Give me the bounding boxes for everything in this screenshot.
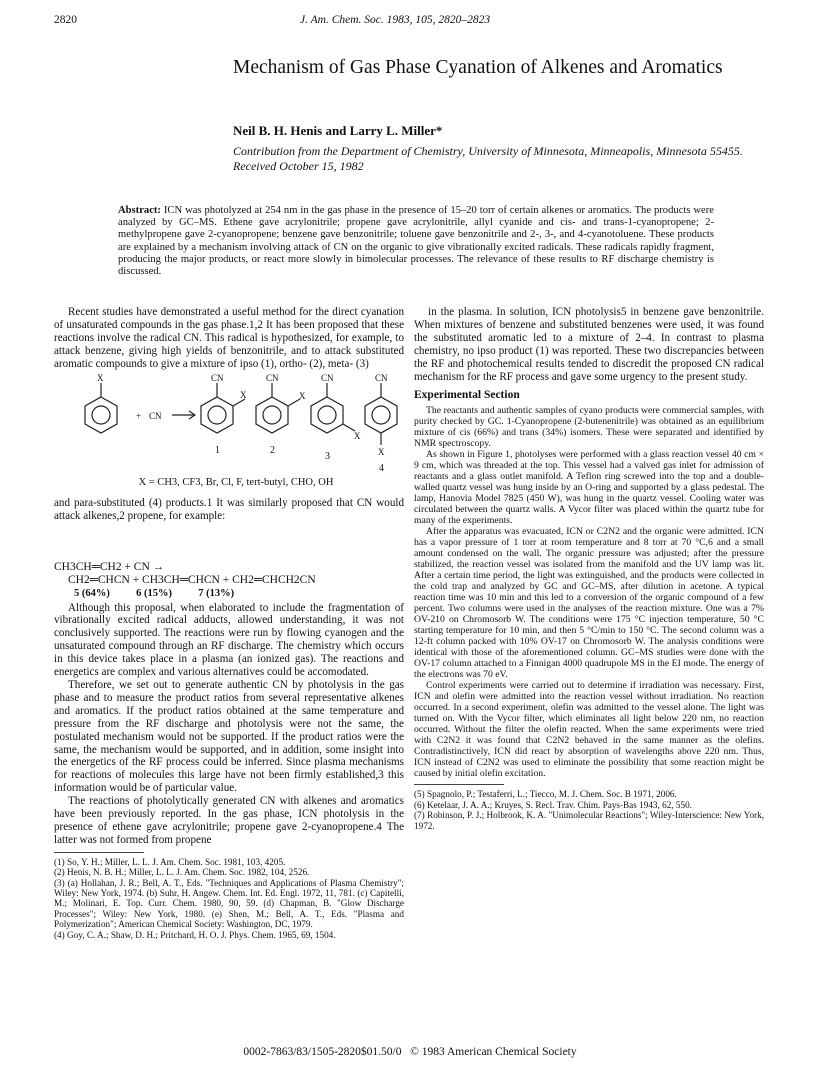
footnote-item: (7) Robinson, P. J.; Holbrook, K. A. "Unimolecular Reactions"; Wiley-Interscience: New York, 1972.	[414, 810, 764, 831]
intro-paragraph-5: The reactions of photolytically generated CN with alkenes and aromatics have been previously reported. In the gas phase, ICN photolysis in the presence of ethene gave acrylonitrile; propene gave 2-cyanopropene.4 The latter was not formed from propene	[54, 795, 404, 846]
scheme-label-x-3: X	[354, 430, 361, 441]
compound-number-2: 2	[270, 444, 275, 456]
footnote-rule	[54, 852, 144, 853]
footnote-item: (5) Spagnolo, P.; Testaferri, L.; Tiecco, M. J. Chem. Soc. B 1971, 2006.	[414, 789, 677, 800]
reaction-scheme	[54, 373, 404, 559]
scheme-label-x-4: X	[378, 446, 385, 457]
intro-paragraph-2: and para-substituted (4) products.1 It was similarly proposed that CN would attack alkenes,2 propene, for example:	[54, 496, 404, 522]
experimental-paragraph-4: Control experiments were carried out to determine if irradiation was necessary. First, ICN and olefin were admitted into the reaction vessel without irradiation. No reaction occurred. In a second experiment, olefin was admitted to the vessel alone. The light was turned on. With the Vycor filter, which eliminates all light below 220 nm, no reaction occurred. Without the filter the olefin reacted. When the same experiments were tried with C2N2 it was found that C2N2 behaved in the same manner as the olefins. Contradistinctively, ICN did react by absorption of wavelengths above 220 nm. Thus, ICN instead of C2N2 was used to eliminate the possibility that some reaction might be caused by initial olefin excitation.	[414, 680, 764, 780]
footnote-item: (2) Henis, N. B. H.; Miller, L. L. J. Am. Chem. Soc. 1982, 104, 2526.	[54, 867, 310, 878]
reaction-scheme-drawing	[54, 373, 404, 559]
footnote-item: (6) Ketelaar, J. A. A.; Kruyes, S. Recl. Trav. Chim. Pays-Bas 1943, 62, 550.	[414, 799, 692, 810]
abstract-text: ICN was photolyzed at 254 nm in the gas phase in the presence of 15–20 torr of certain alkenes or aromatics. The products were analyzed by GC–MS. Ethene gave acrylonitrile; propene gave acrylonitrile, allyl cyanide and cis- and trans-1-cyanopropene; 2-methylpropene gave 2-cyanopropene; benzene gave benzonitrile; toluene gave benzonitrile and 2-, 3-, and 4-cyanotoluene. These products are explained by a mechanism involving attack of CN on the organic to give vibrationally excited radicals. These radicals rapidly fragment, producing the major products, or react more slowly in bimolecular processes. The relevance of these results to RF discharge chemistry is discussed.	[118, 205, 714, 278]
benzene-ring-product-1	[201, 397, 233, 433]
article-affiliation: Contribution from the Department of Chemistry, University of Minnesota, Minneapolis, Minnesota 55455. Received October 15, 1982	[233, 144, 743, 173]
scheme-label-x-reactant: X	[97, 372, 104, 383]
compound-number-3: 3	[325, 450, 330, 462]
section-heading-experimental: Experimental Section	[414, 389, 520, 402]
propene-equation	[54, 561, 404, 600]
article-title: Mechanism of Gas Phase Cyanation of Alkenes and Aromatics	[233, 57, 723, 78]
benzene-ring-product-4	[365, 397, 397, 433]
left-column	[54, 306, 404, 940]
scheme-label-x-2: X	[299, 390, 306, 401]
abstract	[118, 205, 714, 278]
footnote-rule	[414, 784, 504, 785]
scheme-label-cn-2: CN	[266, 372, 279, 383]
equation-line-2: CH2═CHCN + CH3CH═CHCN + CH2═CHCH2CN	[68, 573, 316, 586]
footnote-item: (4) Goy, C. A.; Shaw, D. H.; Pritchard, H. O. J. Phys. Chem. 1965, 69, 1504.	[54, 929, 336, 940]
intro-paragraph-3: Although this proposal, when elaborated to include the fragmentation of vibrationally excited radical adducts, allowed understanding, it was not conclusively supported. The reactions were run by flowing cyanogen and the unsaturated compound through an RF discharge. The chemistry which occurs in this device takes place in a plasma (an ionized gas). The reactions and energetics are complex and various alternatives could be accomodated.	[54, 601, 404, 679]
article-authors: Neil B. H. Henis and Larry L. Miller*	[233, 123, 443, 138]
right-column	[414, 306, 764, 831]
benzene-ring-reactant	[85, 397, 117, 433]
benzene-ring-product-3	[311, 397, 343, 433]
experimental-paragraph-3: After the apparatus was evacuated, ICN or C2N2 and the organic were admitted. ICN has a vapor pressure of 1 torr at room temperature and 8 torr at 70 °C,6 and a small amount condensed on the wall. The organic pressure was adjusted; after the pressure stabilized, the reaction vessel was isolated from the manifold and the UV lamp was lit. After a certain time period, the light was extinguished, and the products were collected in the cold trap and analyzed by GC and GC–MS, after dilution in acetone. A typical reaction time was 10 min and this led to a conversion of the organic compound of a few percent. Two columns were used in the analyses of the reaction mixture. One was a 7% OV-210 on Chromosorb W. The conditions were 175 °C injection temperature, 50 °C starting temperature for 10 min, and then 5 °C/min to 150 °C. The second column was a 12-ft column packed with 10% OV-17 on Chromosorb W. The analysis conditions were identical with those of the aforementioned column. GC–MS studies were done with the OV-17 column attached to a Finnigan 4000 quadrupole MS in the EI mode. The energy of the electrons was 70 eV.	[414, 526, 764, 681]
equation-line-3: 5 (64%) 6 (15%) 7 (13%)	[74, 587, 235, 599]
footnotes-left	[54, 857, 404, 940]
scheme-label-cn-1: CN	[211, 372, 224, 383]
footnote-item: (1) So, Y. H.; Miller, L. L. J. Am. Chem. Soc. 1981, 103, 4205.	[54, 856, 286, 867]
scheme-label-x-1: X	[240, 389, 247, 400]
copyright-footer: 0002-7863/83/1505-2820$01.50/0 © 1983 American Chemical Society	[243, 1046, 577, 1058]
compound-number-4: 4	[379, 462, 384, 474]
experimental-paragraph-2: As shown in Figure 1, photolyses were performed with a glass reaction vessel 40 cm × 9 cm, which was threaded at the top. This vessel had a valved gas inlet for admission of reactants and a glass outlet manifold. A Teflon ring screwed into the top and a double-walled quartz vessel was hung inside by an O-ring and supported by a glass pedestal. The lamp, Hanovia Model 7825 (450 W), was hung in the quartz vessel. Cooling water was circulated between the quartz walls. A Vycor filter was placed within the quartz tube for many of the experiments.	[414, 449, 764, 527]
abstract-label: Abstract:	[118, 205, 161, 216]
experimental-paragraph-1: The reactants and authentic samples of cyano products were commercial samples, with purity checked by GC. 1-Cyanopropene (2-butenenitrile) was obtained as an equilibrium mixture of cis (66%) and trans (34%) isomers. These were separated and identified by NMR spectroscopy.	[414, 405, 764, 450]
scheme-label-cn-3: CN	[321, 372, 334, 383]
benzene-ring-product-2	[256, 397, 288, 433]
footnote-item: (3) (a) Hollahan, J. R.; Bell, A. T., Eds. "Techniques and Applications of Plasma Chemistry"; Wiley: New York, 1974. (b) Suhr, H. Angew. Chem. Int. Ed. Engl. 1972, 11, 781. (c) Capitelli, M.; Molinari, E. Top. Curr. Chem. 1980, 90, 59. (d) Chapman, B. "Glow Discharge Processes"; Wiley: New York, 1980. (e) Shen, M.; Bell, A. T., Eds. "Plasma and Polymerization"; American Chemical Society: Washington, DC, 1979.	[54, 877, 404, 930]
experimental-section	[414, 405, 764, 779]
intro-paragraph-4: Therefore, we set out to generate authentic CN by photolysis in the gas phase and to measure the product ratios from several representative alkenes and aromatics. If the product ratios obtained at the same temperature and pressure from the RF discharge and photolysis were not the same, the postulated mechanism would not be supported. If the product ratios were the same, the mechanism would be supported, and in addition, some insight into the energetics of the RF process could be inferred. Since plasma mechanisms for reactions of molecules this large have not been firmly established,3 this information would be of particular value.	[54, 678, 404, 795]
page-number: 2820	[54, 14, 77, 26]
equation-line-1: CH3CH═CH2 + CN →	[54, 560, 165, 573]
scheme-label-cn-4: CN	[375, 372, 388, 383]
intro-paragraph-1: Recent studies have demonstrated a useful method for the direct cyanation of unsaturated compounds in the gas phase.1,2 It has been proposed that these reactions involve the radical CN. This radical is hypothesized, for example, to attack benzene, giving high yields of benzonitrile, and to attack substituted aromatic compounds to give a mixture of ipso (1), ortho- (2), meta- (3)	[54, 306, 404, 370]
footnotes-right	[414, 789, 764, 831]
substituent-list: X = CH3, CF3, Br, Cl, F, tert-butyl, CHO, OH	[138, 476, 334, 488]
compound-number-1: 1	[215, 444, 220, 456]
journal-citation: J. Am. Chem. Soc. 1983, 105, 2820–2823	[300, 14, 491, 26]
scheme-plus: +	[136, 410, 142, 421]
scheme-cn-reagent: CN	[149, 410, 162, 421]
intro-paragraph-6: in the plasma. In solution, ICN photolysis5 in benzene gave benzonitrile. When mixtures of benzene and substituted benzenes were used, it was found the substituted aromatic led to a mixture of 2–4. In contrast to plasma chemistry, no ipso product (1) was reported. These two discrepancies between the RF and photochemical results tended to discredit the proposed CN radical mechanism for the RF process and gave some urgency to the present study.	[414, 306, 764, 383]
